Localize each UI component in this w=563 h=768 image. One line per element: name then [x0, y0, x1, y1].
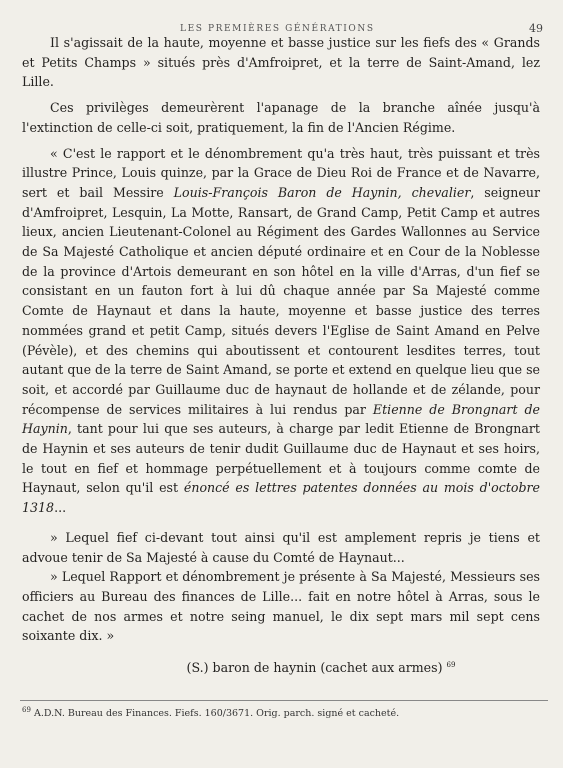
footnote-mark: 69 — [22, 706, 31, 714]
page-number: 49 — [529, 22, 543, 35]
signature-text: (S.) baron de haynin (cachet aux armes) — [186, 660, 443, 676]
footnote-text: A.D.N. Bureau des Finances. Fiefs. 160/3671. Orig. parch. signé et cacheté. — [33, 708, 400, 720]
quote-lequel-rapport: » Lequel Rapport et dénombrement je présente à Sa Majesté, Messieurs ses officiers au Bureau des finances de Lille... fait en notre hôtel à Arras, sous le cachet de nos armes et notre seing manuel, le dix sept mars mil sept cens soixante dix. » — [22, 569, 540, 644]
quote-baron-name: Louis-François Baron de Haynin, chevalier — [173, 184, 471, 200]
paragraph-privileges: Ces privilèges demeurèrent l'apanage de la branche aînée jusqu'à l'extinction de celle-ci soit, pratiquement, la fin de l'Ancien Régime. — [22, 100, 540, 135]
footnote — [22, 706, 399, 719]
signature — [22, 656, 540, 678]
quote-etienne-name: Etienne de Brongnart de Haynin — [22, 401, 540, 437]
quote-text-a: « C'est le rapport et le dénombrement qu'a très haut, très puissant et très illustre Prince, Louis quinze, par la Grace de Dieu Roi de France et de Navarre, sert et bail Messire — [22, 145, 540, 200]
quote-text-d: ... — [54, 500, 67, 516]
quote-denombrement — [22, 144, 540, 518]
paragraph-fiefs: Il s'agissait de la haute, moyenne et basse justice sur les fiefs des « Grands et Petits Champs » situés près d'Amfroipret, et la terre de Saint-Amand, lez Lille. — [22, 35, 540, 90]
running-head: LES PREMIÈRES GÉNÉRATIONS — [180, 24, 375, 34]
quote-text-c: , tant pour lui que ses auteurs, à charge par ledit Etienne de Brongnart de Haynin et ses auteurs de tenir dudit Guillaume duc de Haynaut et ses hoirs, le tout en fief et hommage perpétuellement et à toujours comme comte de Haynaut, selon qu'il est — [22, 421, 540, 496]
quote-text-b: , seigneur d'Amfroipret, Lesquin, La Motte, Ransart, de Grand Camp, Petit Camp et autres lieux, ancien Lieutenant-Colonel au Régiment des Gardes Wallonnes au Service de Sa Majesté Catholique et ancien député ordinaire et en Cour de la Noblesse de la province d'Artois demeurant en son hôtel en la ville d'Arras, d'un fief se consistant en un fauton fort à lui dû chaque année par Sa Majesté comme Comte de Haynaut et dans la haute, moyenne et basse justice des terres nommées grand et petit Camp, situés devers l'Eglise de Saint Amand en Pelve (Pévèle), et des chemins qui aboutissent et contourent lesdites terres, tout autant que de la terre de Saint Amand, se porte et extend en quelque lieu que se soit, et accordé par Guillaume duc de haynaut de hollande et de zélande, pour récompense de services militaires à lui rendus par — [22, 184, 541, 417]
footnote-divider — [20, 700, 548, 701]
signature-note-ref: 69 — [446, 661, 456, 670]
quote-lequel-fief: » Lequel fief ci-devant tout ainsi qu'il est amplement repris je tiens et advoue tenir de Sa Majesté à cause du Comté de Haynaut... — [22, 529, 540, 565]
body-text — [22, 33, 540, 678]
quote-letters: énoncé es lettres patentes données au mois d'octobre 1318 — [22, 480, 540, 516]
